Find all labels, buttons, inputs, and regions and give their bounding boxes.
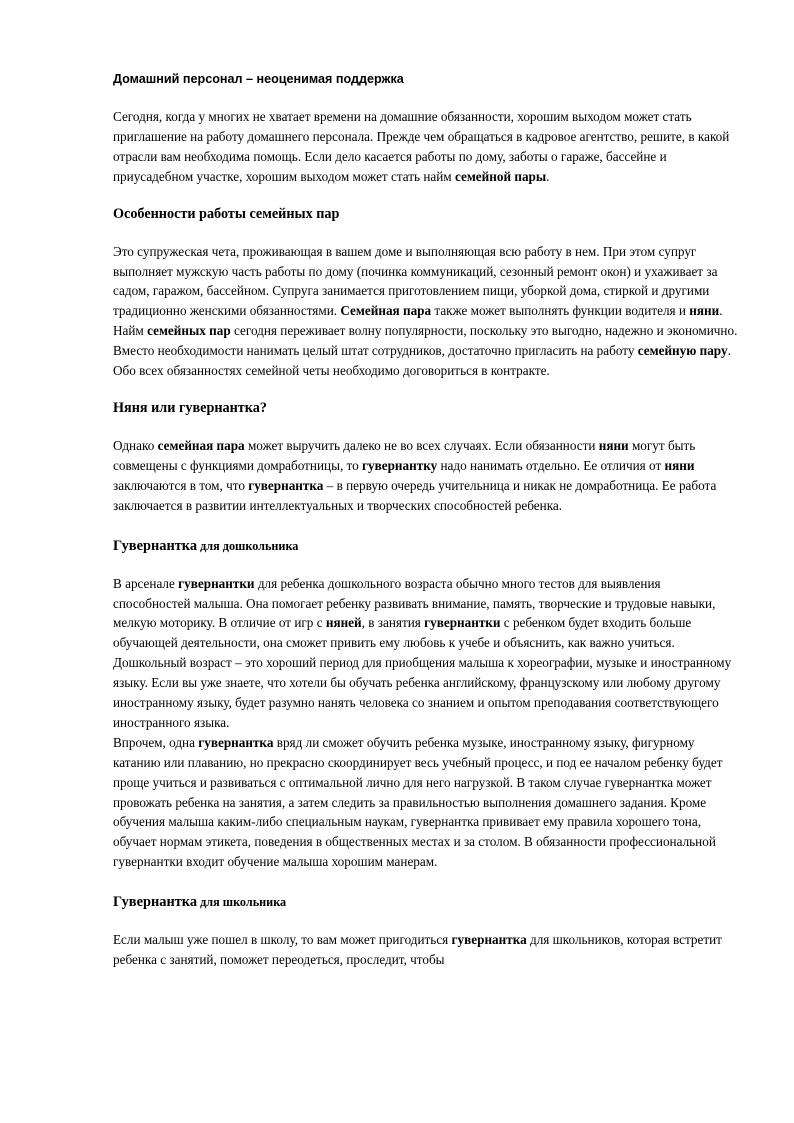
heading-governess-schoolchild <box>113 890 740 912</box>
heading-governess-preschooler <box>113 534 740 556</box>
text-run-bold: семейная пара <box>157 437 245 453</box>
paragraph-governess-schoolchild <box>113 930 740 970</box>
text-run-bold: семейную пару <box>637 343 728 359</box>
document-text-body <box>113 70 740 988</box>
text-run: Однако <box>113 437 158 453</box>
text-run-bold: семейной пары <box>454 168 547 184</box>
heading-nanny-or-governess: Няня или гувернантка? <box>113 399 267 416</box>
paragraph-governess-coordination <box>113 733 740 872</box>
heading-lead-word: Гувернантка <box>113 894 198 911</box>
heading-family-couple-features: Особенности работы семейных пар <box>113 205 340 222</box>
text-run: могут быть совмещены с функциями домработницы, то <box>113 437 696 473</box>
paragraph-governess-preschooler <box>113 574 740 733</box>
paragraph-intro <box>113 107 740 187</box>
text-run: с ребенком будет входить больше обучающей деятельности, она сможет привить ему любовь к учебе и объяснить, как важно учиться. Дошкольный возраст – это хороший период для приобщения малыша к хореографии, музыке и иностранному языку. Если вы уже знаете, что хотели бы обучать ребенка английскому, французскому или любому другому иностранному языку, будет разумно нанять человека со знанием и опытом преподавания соответствующего иностранного языка. <box>113 615 732 730</box>
text-run: может выручить далеко не во всех случаях. Если обязанности <box>244 437 599 453</box>
text-run: для ребенка дошкольного возраста обычно много тестов для выявления способностей малыша. Она помогает ребенку развивать внимание, память, творческие и трудовые навыки, мелкую моторику. В отличие от игр с <box>113 575 716 631</box>
text-run-bold: няни <box>598 437 629 453</box>
text-run: , в занятия <box>361 615 425 631</box>
text-run: сегодня переживает волну популярности, поскольку это выгодно, надежно и экономично. Вместо необходимости нанимать целый штат сотрудников, достаточно пригласить на работу <box>113 323 738 359</box>
text-run-bold: гувернантка <box>198 734 274 750</box>
text-run-bold: няни <box>689 303 720 319</box>
text-run-bold: гувернантки <box>178 575 255 591</box>
text-run-bold: семейных пар <box>147 323 231 339</box>
text-run: – в первую очередь учительница и никак не домработница. Ее работа заключается в развитии интеллектуальных и творческих способностей ребенка. <box>113 477 717 513</box>
text-run: . Обо всех обязанностях семейной четы необходимо договориться в контракте. <box>113 343 731 379</box>
text-run-bold: гувернантки <box>424 615 501 631</box>
text-run: . Найм <box>113 303 723 339</box>
text-run-bold: гувернантка <box>248 477 324 493</box>
text-run-bold: Семейная пара <box>340 303 432 319</box>
paragraph-nanny-vs-governess <box>113 436 740 516</box>
paragraph-family-couple <box>113 242 740 381</box>
text-run: надо нанимать отдельно. Ее отличия от <box>437 457 665 473</box>
text-run: Впрочем, одна <box>113 734 199 750</box>
text-run: заключаются в том, что <box>113 477 249 493</box>
text-run-bold: няни <box>664 457 695 473</box>
text-run: Это супружеская чета, проживающая в вашем доме и выполняющая всю работу в нем. При этом супруг выполняет мужскую часть работы по дому (починка коммуникаций, сезонный ремонт окон) и ухаживает за садом, гаражом, бассейном. Супруга занимается приготовлением пищи, уборкой дома, стиркой и другими традиционно женскими обязанностями. <box>113 243 718 319</box>
heading-rest-text: для дошкольника <box>197 538 299 553</box>
text-run: вряд ли сможет обучить ребенка музыке, иностранному языку, фигурному катанию или плаванию, но прекрасно скоординирует весь учебный процесс, и под ее началом ребенку будет проще учиться и развиваться с оптимальной лично для него нагрузкой. В таком случае гувернантка может провожать ребенка на занятия, а затем следить за правильностью выполнения домашнего задания. Кроме обучения малыша каким-либо специальным наукам, гувернантка прививает ему правила хорошего тона, обучает нормам этикета, поведения в общественных местах и за столом. В обязанности профессиональной гувернантки входит обучение малыша хорошим манерам. <box>113 734 723 870</box>
text-run: для школьников, которая встретит ребенка с занятий, поможет переодеться, проследит, чтобы <box>113 932 722 968</box>
text-run-bold: гувернантку <box>362 457 438 473</box>
text-run: В арсенале <box>113 575 179 591</box>
text-run: также может выполнять функции водителя и <box>431 303 690 319</box>
text-run: . <box>546 168 550 184</box>
heading-lead-word: Гувернантка <box>113 537 198 554</box>
heading-domestic-staff: Домашний персонал – неоценимая поддержка <box>113 72 404 86</box>
text-run: Сегодня, когда у многих не хватает времени на домашние обязанности, хорошим выходом может стать приглашение на работу домашнего персонала. Прежде чем обращаться в кадровое агентство, решите, в какой отрасли вам необходима помощь. Если дело касается работы по дому, заботы о гараже, бассейне и приусадебном участке, хорошим выходом может стать найм <box>113 109 730 184</box>
text-run: Если малыш уже пошел в школу, то вам может пригодиться <box>113 932 452 948</box>
text-run-bold: гувернантка <box>451 932 527 948</box>
text-run-bold: няней <box>325 615 362 631</box>
heading-rest-text: для школьника <box>197 895 287 910</box>
